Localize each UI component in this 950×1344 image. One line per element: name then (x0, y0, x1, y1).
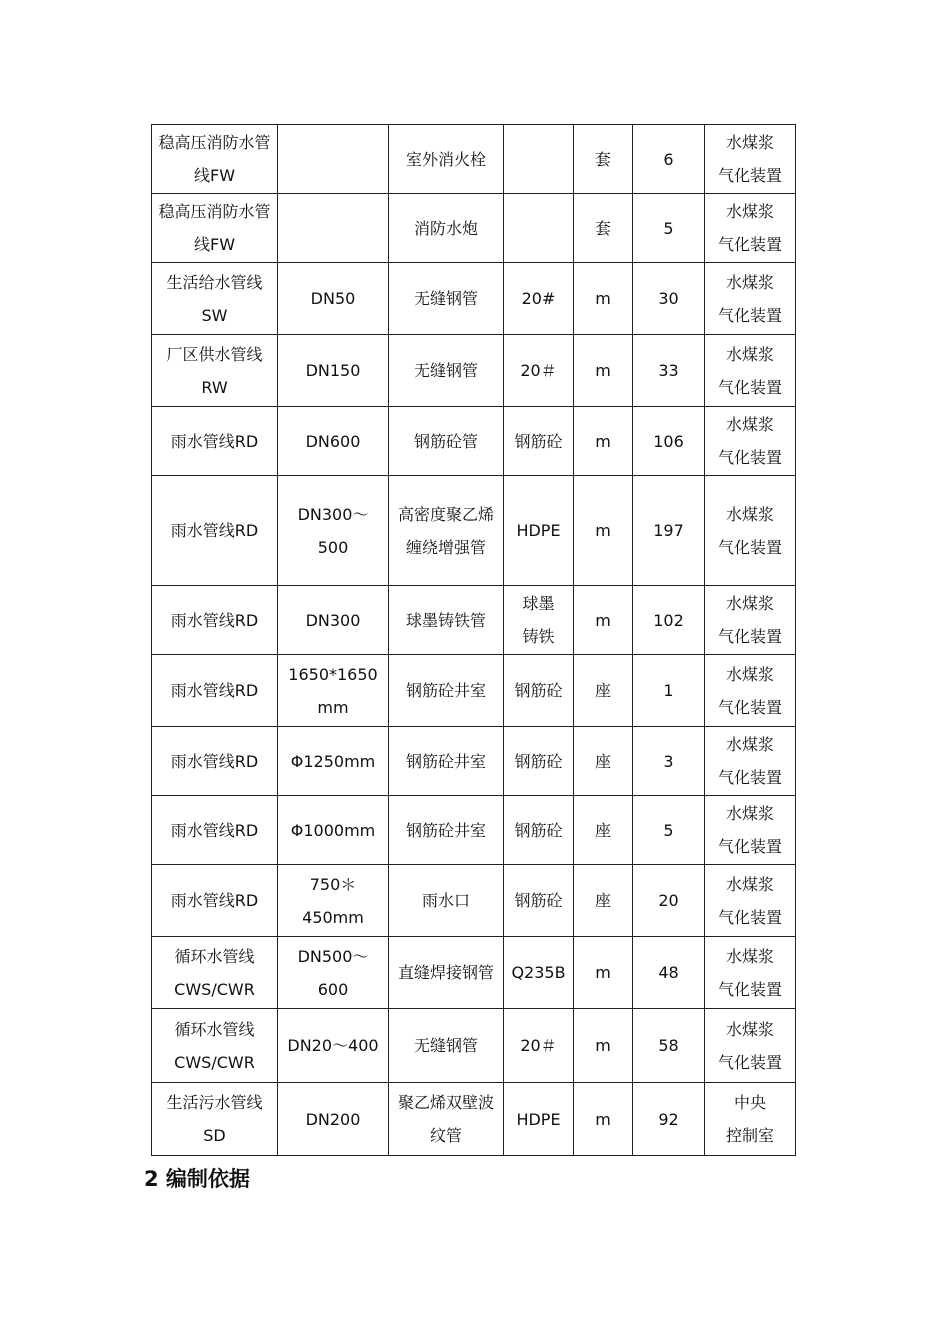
cell-material-desc (389, 937, 504, 1009)
cell-size (278, 655, 389, 727)
cell-text: 雨水口 (421, 891, 470, 910)
cell-text: 20 (658, 891, 679, 910)
cell-material-grade (504, 1009, 574, 1083)
cell-pipeline-name (152, 655, 278, 727)
cell-unit (574, 476, 633, 586)
cell-unit (574, 937, 633, 1009)
cell-quantity (633, 796, 705, 865)
section-heading: 2 编制依据 (144, 1167, 250, 1191)
cell-size (278, 407, 389, 476)
cell-pipeline-name (152, 727, 278, 796)
cell-size (278, 1083, 389, 1156)
table-row (152, 194, 796, 263)
cell-text: 无缝钢管 (413, 1036, 478, 1055)
cell-text: 雨水管线RD (170, 610, 259, 630)
cell-pipeline-name (152, 1009, 278, 1083)
cell-text: 钢筋砼管 (413, 431, 478, 451)
cell-text: 钢筋砼井室 (405, 681, 486, 700)
cell-quantity (633, 655, 705, 727)
cell-text: 无缝钢管 (413, 289, 478, 308)
cell-text: 102 (653, 610, 684, 630)
cell-material-grade (504, 263, 574, 335)
cell-material-desc (389, 727, 504, 796)
cell-size (278, 335, 389, 407)
cell-text: 92 (658, 1109, 679, 1129)
cell-unit (574, 865, 633, 937)
cell-size (278, 263, 389, 335)
cell-text: 生活给水管线SW (166, 272, 263, 325)
cell-unit (574, 335, 633, 407)
cell-location (705, 1009, 796, 1083)
cell-text: 雨水管线RD (170, 431, 259, 451)
cell-text: 球墨铸铁管 (405, 610, 486, 630)
cell-material-desc (389, 586, 504, 655)
cell-material-grade (504, 407, 574, 476)
cell-quantity (633, 407, 705, 476)
cell-location (705, 796, 796, 865)
cell-material-desc (389, 263, 504, 335)
cell-material-grade (504, 796, 574, 865)
cell-text: 20# (521, 289, 556, 308)
cell-size (278, 937, 389, 1009)
cell-text: m (595, 361, 611, 380)
cell-text: DN600 (305, 431, 361, 451)
cell-size (278, 586, 389, 655)
cell-text: 循环水管线 CWS/CWR (174, 1019, 255, 1072)
cell-text: 水煤浆 气化装置 (717, 594, 782, 646)
cell-text: 中央 控制室 (725, 1093, 774, 1145)
cell-material-grade (504, 937, 574, 1009)
cell-text: DN150 (305, 361, 361, 380)
cell-material-desc (389, 1009, 504, 1083)
cell-text: 水煤浆 气化装置 (717, 504, 782, 557)
cell-text: DN300～500 (297, 504, 369, 557)
cell-unit (574, 727, 633, 796)
cell-text: 座 (594, 891, 611, 910)
cell-text: 20＃ (520, 1036, 557, 1055)
cell-quantity (633, 937, 705, 1009)
cell-text: 水煤浆 气化装置 (717, 874, 782, 927)
cell-text: 钢筋砼 (514, 891, 563, 910)
cell-text: 水煤浆 气化装置 (717, 202, 782, 254)
cell-text: 球墨 铸铁 (522, 594, 555, 646)
cell-pipeline-name (152, 1083, 278, 1156)
cell-text: 套 (594, 149, 611, 169)
table-row (152, 937, 796, 1009)
cell-unit (574, 655, 633, 727)
cell-text: 钢筋砼井室 (405, 820, 486, 840)
cell-material-desc (389, 1083, 504, 1156)
cell-material-grade (504, 655, 574, 727)
cell-unit (574, 125, 633, 194)
cell-size (278, 125, 389, 194)
table-row (152, 335, 796, 407)
cell-text: DN50 (310, 289, 356, 308)
cell-quantity (633, 194, 705, 263)
cell-text: 5 (663, 218, 674, 238)
cell-text: m (595, 289, 611, 308)
cell-text: 30 (658, 289, 679, 308)
cell-quantity (633, 586, 705, 655)
cell-text: 水煤浆 气化装置 (717, 735, 782, 787)
cell-unit (574, 407, 633, 476)
cell-text: 水煤浆 气化装置 (717, 133, 782, 185)
cell-material-desc (389, 865, 504, 937)
cell-material-desc (389, 125, 504, 194)
cell-text: 1650*1650 mm (288, 664, 378, 717)
cell-size (278, 476, 389, 586)
table-row (152, 476, 796, 586)
cell-text: 雨水管线RD (170, 891, 259, 910)
cell-location (705, 476, 796, 586)
cell-material-grade (504, 476, 574, 586)
cell-text: 5 (663, 820, 674, 840)
cell-quantity (633, 1009, 705, 1083)
cell-text: 58 (658, 1036, 679, 1055)
cell-unit (574, 796, 633, 865)
cell-pipeline-name (152, 586, 278, 655)
cell-size (278, 194, 389, 263)
cell-size (278, 796, 389, 865)
table-row (152, 796, 796, 865)
cell-text: 座 (594, 751, 611, 771)
cell-text: 无缝钢管 (413, 361, 478, 380)
cell-text: m (595, 521, 611, 540)
cell-location (705, 655, 796, 727)
cell-quantity (633, 1083, 705, 1156)
cell-text: 厂区供水管线RW (166, 344, 263, 397)
cell-text: 水煤浆 气化装置 (717, 344, 782, 397)
table-row (152, 1083, 796, 1156)
cell-material-desc (389, 796, 504, 865)
cell-material-grade (504, 727, 574, 796)
cell-pipeline-name (152, 335, 278, 407)
cell-text: 水煤浆 气化装置 (717, 664, 782, 717)
cell-text: 钢筋砼 (514, 751, 563, 771)
cell-pipeline-name (152, 263, 278, 335)
cell-text: 钢筋砼 (514, 820, 563, 840)
cell-text: m (595, 1036, 611, 1055)
cell-text: 座 (594, 820, 611, 840)
cell-unit (574, 194, 633, 263)
cell-text: HDPE (516, 521, 561, 540)
cell-text: DN20～400 (287, 1036, 379, 1055)
cell-quantity (633, 727, 705, 796)
table-row (152, 407, 796, 476)
cell-material-desc (389, 194, 504, 263)
cell-location (705, 407, 796, 476)
cell-quantity (633, 476, 705, 586)
cell-text: Q235B (511, 963, 566, 982)
cell-material-desc (389, 476, 504, 586)
cell-text: 1 (663, 681, 674, 700)
cell-location (705, 194, 796, 263)
cell-pipeline-name (152, 194, 278, 263)
cell-text: 水煤浆 气化装置 (717, 1019, 782, 1072)
cell-text: 雨水管线RD (170, 751, 259, 771)
table-row (152, 263, 796, 335)
cell-location (705, 865, 796, 937)
cell-material-grade (504, 586, 574, 655)
cell-text: 水煤浆 气化装置 (717, 272, 782, 325)
cell-text: 钢筋砼 (514, 431, 563, 451)
cell-text: 生活污水管线SD (166, 1093, 263, 1145)
table-row (152, 655, 796, 727)
cell-text: 6 (663, 149, 674, 169)
cell-text: 雨水管线RD (170, 681, 259, 700)
cell-material-grade (504, 1083, 574, 1156)
cell-text: 雨水管线RD (170, 521, 259, 540)
cell-location (705, 727, 796, 796)
cell-text: m (595, 610, 611, 630)
cell-text: m (595, 1109, 611, 1129)
cell-quantity (633, 263, 705, 335)
cell-pipeline-name (152, 937, 278, 1009)
cell-unit (574, 1083, 633, 1156)
cell-material-desc (389, 335, 504, 407)
cell-size (278, 727, 389, 796)
cell-text: 室外消火栓 (405, 149, 486, 169)
cell-text: 座 (594, 681, 611, 700)
table-row (152, 865, 796, 937)
table-row (152, 1009, 796, 1083)
cell-text: 稳高压消防水管线FW (158, 202, 271, 254)
cell-text: DN300 (305, 610, 361, 630)
cell-text: 33 (658, 361, 679, 380)
cell-text: Φ1000mm (290, 820, 376, 840)
cell-text: 聚乙烯双壁波纹管 (397, 1093, 494, 1145)
cell-quantity (633, 335, 705, 407)
cell-text: 直缝焊接钢管 (397, 963, 494, 982)
cell-text: 钢筋砼井室 (405, 751, 486, 771)
cell-location (705, 586, 796, 655)
cell-text: 水煤浆 气化装置 (717, 804, 782, 856)
cell-text: 106 (653, 431, 684, 451)
cell-location (705, 937, 796, 1009)
table-row (152, 727, 796, 796)
cell-quantity (633, 125, 705, 194)
cell-location (705, 1083, 796, 1156)
cell-text: 钢筋砼 (514, 681, 563, 700)
table-row (152, 125, 796, 194)
cell-text: 消防水炮 (413, 218, 478, 238)
cell-location (705, 263, 796, 335)
cell-text: 水煤浆 气化装置 (717, 415, 782, 467)
cell-quantity (633, 865, 705, 937)
cell-pipeline-name (152, 476, 278, 586)
cell-text: 稳高压消防水管线FW (158, 133, 271, 185)
cell-text: m (595, 431, 611, 451)
cell-text: 3 (663, 751, 674, 771)
cell-text: 750＊ 450mm (302, 874, 364, 927)
cell-text: DN200 (305, 1109, 361, 1129)
cell-pipeline-name (152, 125, 278, 194)
cell-text: HDPE (516, 1109, 561, 1129)
cell-unit (574, 1009, 633, 1083)
cell-text: DN500～ 600 (297, 946, 369, 999)
cell-material-desc (389, 407, 504, 476)
cell-text: m (595, 963, 611, 982)
cell-material-grade (504, 194, 574, 263)
cell-unit (574, 263, 633, 335)
cell-unit (574, 586, 633, 655)
cell-pipeline-name (152, 796, 278, 865)
cell-text: 20＃ (520, 361, 557, 380)
cell-text: 48 (658, 963, 679, 982)
cell-material-grade (504, 335, 574, 407)
cell-material-grade (504, 125, 574, 194)
cell-text: 套 (594, 218, 611, 238)
table-row (152, 586, 796, 655)
cell-material-grade (504, 865, 574, 937)
cell-text: 循环水管线 CWS/CWR (174, 946, 255, 999)
pipeline-table-body (152, 125, 796, 1156)
cell-text: 水煤浆 气化装置 (717, 946, 782, 999)
cell-location (705, 125, 796, 194)
cell-pipeline-name (152, 865, 278, 937)
cell-pipeline-name (152, 407, 278, 476)
cell-text: 197 (653, 521, 684, 540)
cell-location (705, 335, 796, 407)
cell-size (278, 865, 389, 937)
cell-text: 雨水管线RD (170, 820, 259, 840)
cell-text: Φ1250mm (290, 751, 376, 771)
pipeline-table (151, 124, 796, 1156)
cell-text: 高密度聚乙烯缠绕增强管 (397, 504, 494, 557)
cell-size (278, 1009, 389, 1083)
cell-material-desc (389, 655, 504, 727)
